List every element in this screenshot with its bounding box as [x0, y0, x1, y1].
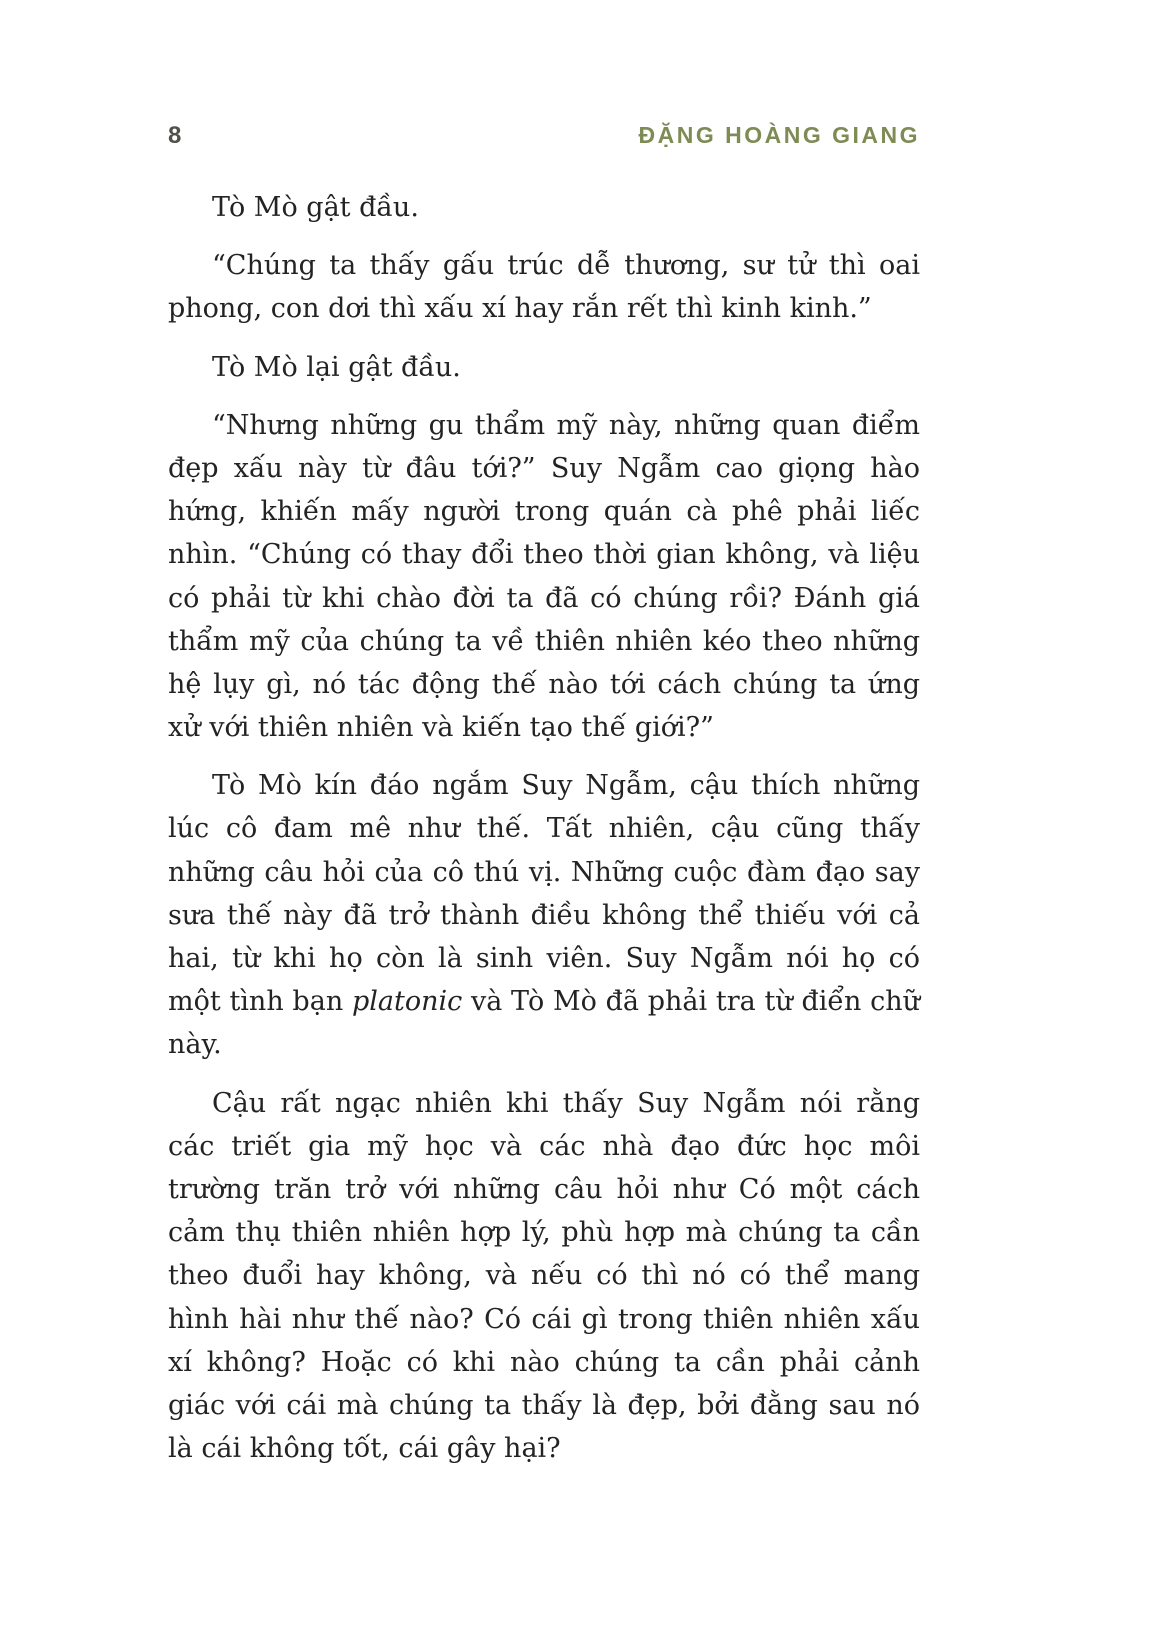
paragraph [168, 186, 920, 229]
paragraph [168, 244, 920, 330]
paragraph [168, 404, 920, 750]
page-number: 8 [168, 122, 182, 149]
running-header [168, 122, 920, 150]
body-text [168, 186, 920, 1485]
text-run: và Tò Mò đã phải tra từ điển chữ này. [168, 986, 920, 1061]
text-run: Tò Mò gật đầu. [212, 192, 419, 223]
paragraph [168, 1082, 920, 1471]
text-run: Tò Mò kín đáo ngắm Suy Ngẫm, cậu thích những lúc cô đam mê như thế. Tất nhiên, cậu cũng thấy những câu hỏi của cô thú vị. Những cuộc đàm đạo say sưa thế này đã trở thành điều không thể thiếu với cả hai, từ khi họ còn là sinh viên. Suy Ngẫm nói họ có một tình bạn [168, 770, 920, 1018]
paragraph [168, 764, 920, 1066]
running-header-author: ĐẶNG HOÀNG GIANG [638, 122, 920, 148]
text-run: Cậu rất ngạc nhiên khi thấy Suy Ngẫm nói rằng các triết gia mỹ học và các nhà đạo đức học môi trường trăn trở với những câu hỏi như Có một cách cảm thụ thiên nhiên hợp lý, phù hợp mà chúng ta cần theo đuổi hay không, và nếu có thì nó có thể mang hình hài như thế nào? Có cái gì trong thiên nhiên xấu xí không? Hoặc có khi nào chúng ta cần phải cảnh giác với cái mà chúng ta thấy là đẹp, bởi đằng sau nó là cái không tốt, cái gây hại? [168, 1087, 920, 1465]
paragraph [168, 346, 920, 389]
text-run: “Nhưng những gu thẩm mỹ này, những quan điểm đẹp xấu này từ đâu tới?” Suy Ngẫm cao giọng hào hứng, khiến mấy người trong quán cà phê phải liếc nhìn. “Chúng có thay đổi theo thời gian không, và liệu có phải từ khi chào đời ta đã có chúng rồi? Đánh giá thẩm mỹ của chúng ta về thiên nhiên kéo theo những hệ lụy gì, nó tác động thế nào tới cách chúng ta ứng xử với thiên nhiên và kiến tạo thế giới?” [168, 409, 920, 744]
text-run: Tò Mò lại gật đầu. [212, 351, 461, 383]
text-run: “Chúng ta thấy gấu trúc dễ thương, sư tử thì oai phong, con dơi thì xấu xí hay rắn rết thì kinh kinh.” [168, 250, 920, 325]
italic-text-run: platonic [351, 986, 463, 1018]
